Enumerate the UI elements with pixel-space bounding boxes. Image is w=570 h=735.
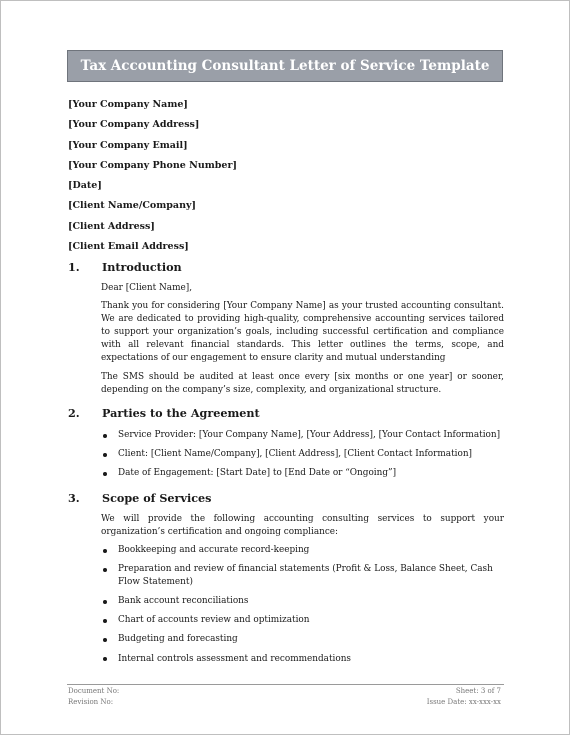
section-number: 1. [68,260,80,274]
footer-revision-no: Revision No: [68,698,114,706]
section-number: 3. [68,491,80,505]
list-item: Client: [Client Name/Company], [Client Address], [Client Contact Information] [101,448,504,461]
client-address-field: [Client Address] [68,220,155,232]
your-company-phone-field: [Your Company Phone Number] [68,159,237,171]
document-title [67,50,503,82]
footer-issue-date: Issue Date: xx-xxx-xx [426,698,501,706]
list-item: Budgeting and forecasting [101,633,504,646]
letter-header-fields [68,95,237,257]
section-heading-parties [68,406,260,420]
your-company-address-field: [Your Company Address] [68,119,200,131]
list-item: Date of Engagement: [Start Date] to [End Date or “Ongoing”] [101,467,504,480]
date-field: [Date] [68,180,102,192]
list-item: Internal controls assessment and recommendations [101,653,504,666]
list-item: Service Provider: [Your Company Name], [Your Address], [Your Contact Information] [101,429,504,442]
footer-divider [67,684,504,685]
section-heading-introduction [68,260,182,274]
document-title-text: Tax Accounting Consultant Letter of Service Template [80,58,490,74]
your-company-email-field: [Your Company Email] [68,139,188,151]
scope-intro-paragraph: We will provide the following accounting consulting services to support your organization’s certification and ongoing compliance: [101,514,504,538]
salutation: Dear [Client Name], [101,283,193,293]
list-item: Bank account reconciliations [101,595,504,608]
section-number: 2. [68,406,80,420]
footer-sheet-number: Sheet: 3 of 7 [455,687,501,695]
footer-document-no: Document No: [68,687,120,695]
your-company-name-field: [Your Company Name] [68,99,188,110]
list-item: Chart of accounts review and optimization [101,614,504,627]
scope-services-list [101,544,504,666]
section-title: Introduction [102,260,182,274]
list-item: Preparation and review of financial statements (Profit & Loss, Balance Sheet, Cash Flow Statement) [101,563,504,589]
client-email-field: [Client Email Address] [68,241,189,253]
introduction-paragraph: Thank you for considering [Your Company Name] as your trusted accounting consultant. We are dedicated to providing high-quality, comprehensive accounting services tailored to support your organization’s goals, including successful certification and compliance with all relevant financial standards. This letter outlines the terms, scope, and expectations of our engagement to ensure clarity and mutual understanding [101,301,504,364]
client-name-field: [Client Name/Company] [68,200,196,212]
section-title: Parties to the Agreement [102,406,260,420]
audit-paragraph: The SMS should be audited at least once every [six months or one year] or sooner, depending on the company’s size, complexity, and organizational structure. [101,372,504,396]
section-heading-scope [68,491,211,505]
parties-list [101,429,504,480]
section-title: Scope of Services [102,491,212,505]
list-item: Bookkeeping and accurate record-keeping [101,544,504,557]
